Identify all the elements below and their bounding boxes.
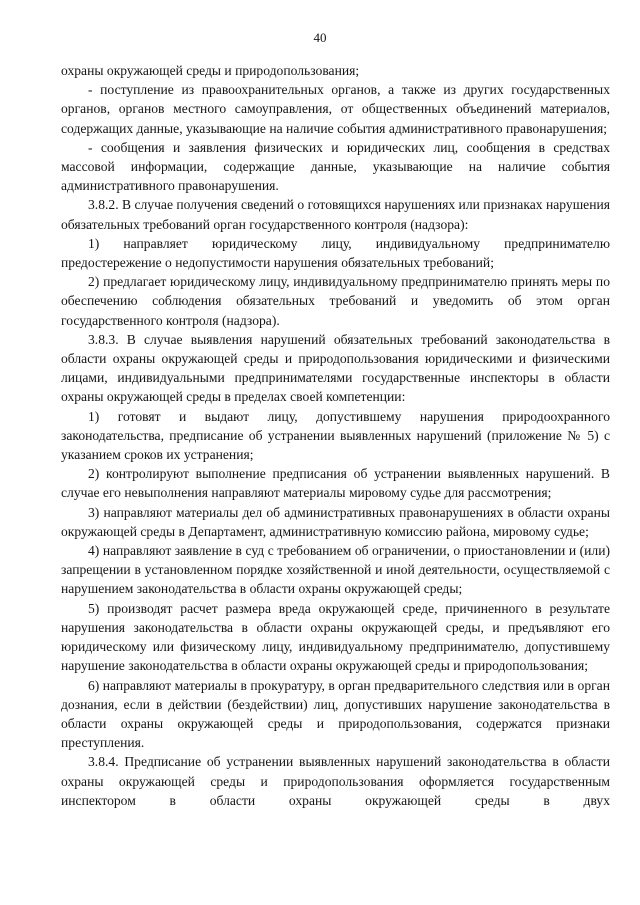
document-body	[61, 61, 610, 810]
paragraph-3-8-3: 3.8.3. В случае выявления нарушений обязательных требований законодательства в области охраны окружающей среды и природопользования юридическими и физическими лицами, индивидуальными предпринимателями государственные инспекторы в области охраны окружающей среды в пределах своей компетенции:	[61, 331, 610, 405]
paragraph-citizen-reports: - сообщения и заявления физических и юридических лиц, сообщения в средствах массовой информации, содержащие данные, указывающие на наличие события административного правонарушения.	[61, 139, 610, 194]
paragraph-continuation: охраны окружающей среды и природопользования;	[61, 63, 360, 78]
paragraph-law-enforcement-materials: - поступление из правоохранительных органов, а также из других государственных органов, органов местного самоуправления, от общественных объединений материалов, содержащих данные, указывающие на наличие события административного правонарушения;	[61, 82, 610, 136]
paragraph-3-8-3-item-6: 6) направляют материалы в прокуратуру, в орган предварительного следствия или в орган дознания, если в действии (бездействии) лиц, допустивших нарушение законодательства в области охраны окружающей среды и природопользования, содержатся признаки преступления.	[61, 677, 610, 751]
paragraph-3-8-3-item-2: 2) контролируют выполнение предписания об устранении выявленных нарушений. В случае его невыполнения направляют материалы мировому судье для рассмотрения;	[61, 466, 610, 501]
paragraph-3-8-3-item-1: 1) готовят и выдают лицу, допустившему нарушения природоохранного законодательства, предписание об устранении выявленных нарушений (приложение № 5) с указанием сроков их устранения;	[61, 408, 610, 463]
paragraph-3-8-2: 3.8.2. В случае получения сведений о готовящихся нарушениях или признаках нарушения обязательных требований орган государственного контроля (надзора):	[61, 197, 610, 232]
paragraph-3-8-4: 3.8.4. Предписание об устранении выявленных нарушений законодательства в области охраны окружающей среды и природопользования оформляется государственным инспектором в области охраны окружающей среды в двух	[61, 754, 610, 808]
paragraph-3-8-2-item-1: 1) направляет юридическому лицу, индивидуальному предпринимателю предостережение о недопустимости нарушения обязательных требований;	[61, 235, 610, 271]
page-number: 40	[313, 30, 327, 45]
paragraph-3-8-3-item-5: 5) производят расчет размера вреда окружающей среде, причиненного в результате нарушения законодательства в области охраны окружающей среды, и предъявляют его юридическому или физическому лицу, индивидуальному предпринимателю, допустившему нарушение законодательства в области охраны окружающей среды и природопользования;	[61, 600, 610, 674]
paragraph-3-8-3-item-3: 3) направляют материалы дел об административных правонарушениях в области охраны окружающей среды в Департамент, административную комиссию района, мировому судье;	[61, 504, 610, 539]
paragraph-3-8-3-item-4: 4) направляют заявление в суд с требованием об ограничении, о приостановлении и (или) запрещении в установленном порядке хозяйственной и иной деятельности, осуществляемой с нарушением законодательства в области охраны окружающей среды;	[61, 543, 610, 597]
paragraph-3-8-2-item-2: 2) предлагает юридическому лицу, индивидуальному предпринимателю принять меры по обеспечению соблюдения обязательных требований и уведомить об этом орган государственного контроля (надзора).	[61, 274, 610, 328]
